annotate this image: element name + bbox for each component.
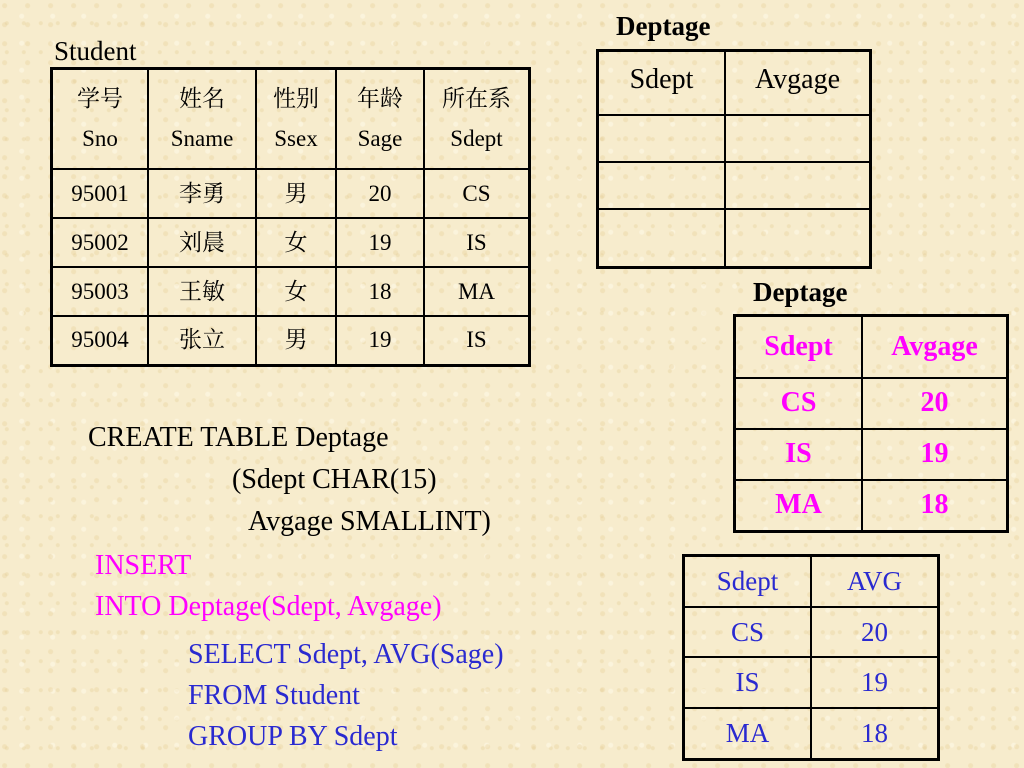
header-cell-sno (52, 69, 149, 170)
sql-from-line: FROM Student (188, 680, 360, 711)
table-cell: 女 (256, 218, 336, 267)
table-row (735, 429, 1008, 480)
deptage-filled-caption: Deptage (753, 277, 848, 307)
header-cell-avg: AVG (811, 556, 939, 607)
table-cell: MA (424, 267, 530, 316)
sql-select-line: SELECT Sdept, AVG(Sage) (188, 639, 504, 670)
header-cell-sage (336, 69, 424, 170)
sql-create-line1: CREATE TABLE Deptage (88, 422, 389, 453)
table-cell: 张立 (148, 316, 256, 366)
table-header-row (735, 316, 1008, 378)
deptage-empty-caption: Deptage (616, 11, 711, 41)
header-cn: 姓名 (179, 86, 225, 112)
table-cell: IS (424, 218, 530, 267)
header-cell-ssex (256, 69, 336, 170)
sql-group-line: GROUP BY Sdept (188, 721, 398, 752)
table-row (52, 218, 530, 267)
table-cell: 18 (862, 480, 1008, 532)
table-cell: CS (424, 169, 530, 218)
table-cell: 李勇 (148, 169, 256, 218)
header-cell-avgage: Avgage (862, 316, 1008, 378)
table-row (735, 480, 1008, 532)
table-header-row (52, 69, 530, 170)
table-row (598, 115, 871, 162)
table-cell: 19 (336, 218, 424, 267)
sql-create-line2: (Sdept CHAR(15) (232, 464, 437, 495)
table-cell (598, 162, 726, 209)
header-cn: 年龄 (357, 86, 403, 112)
table-cell: 18 (336, 267, 424, 316)
table-row (684, 708, 939, 759)
table-header-row (684, 556, 939, 607)
table-cell: 19 (811, 657, 939, 708)
table-row (52, 316, 530, 366)
table-row (684, 607, 939, 658)
table-row (598, 162, 871, 209)
table-row (684, 657, 939, 708)
header-cell-sdept (424, 69, 530, 170)
table-row (52, 267, 530, 316)
header-en: Sage (357, 126, 403, 152)
table-cell: CS (684, 607, 812, 658)
header-cn: 性别 (273, 86, 319, 112)
header-en: Ssex (274, 126, 318, 152)
header-en: Sname (170, 126, 234, 152)
header-cell-sname (148, 69, 256, 170)
table-header-row (598, 51, 871, 115)
deptage-filled-table (733, 314, 1009, 533)
table-cell (598, 115, 726, 162)
sql-insert-line1: INSERT (95, 550, 192, 581)
table-cell (725, 162, 871, 209)
table-cell: 95003 (52, 267, 149, 316)
header-cn: 学号 (77, 86, 123, 112)
table-cell: 男 (256, 316, 336, 366)
student-table-caption: Student (54, 36, 137, 66)
table-cell: MA (684, 708, 812, 759)
table-cell: 19 (336, 316, 424, 366)
header-en: Sdept (450, 126, 503, 152)
sql-create-line3: Avgage SMALLINT) (248, 506, 491, 537)
table-cell: 18 (811, 708, 939, 759)
table-cell: 95002 (52, 218, 149, 267)
table-cell: 95004 (52, 316, 149, 366)
header-cell-sdept: Sdept (598, 51, 726, 115)
header-cell-sdept: Sdept (684, 556, 812, 607)
table-cell (598, 209, 726, 268)
table-row (52, 169, 530, 218)
table-cell (725, 209, 871, 268)
deptage-empty-table (596, 49, 872, 269)
header-cn: 所在系 (442, 86, 511, 112)
header-en: Sno (82, 126, 118, 152)
table-cell: 20 (336, 169, 424, 218)
table-row (598, 209, 871, 268)
table-cell: 刘晨 (148, 218, 256, 267)
table-cell: 女 (256, 267, 336, 316)
table-cell: 19 (862, 429, 1008, 480)
table-cell: 95001 (52, 169, 149, 218)
student-table (50, 67, 531, 367)
table-cell: CS (735, 378, 863, 429)
header-cell-avgage: Avgage (725, 51, 871, 115)
sql-insert-line2: INTO Deptage(Sdept, Avgage) (95, 591, 442, 622)
table-cell: IS (684, 657, 812, 708)
table-cell: 20 (811, 607, 939, 658)
query-result-table (682, 554, 940, 761)
header-cell-sdept: Sdept (735, 316, 863, 378)
table-cell (725, 115, 871, 162)
table-row (735, 378, 1008, 429)
table-cell: IS (424, 316, 530, 366)
table-cell: IS (735, 429, 863, 480)
table-cell: 20 (862, 378, 1008, 429)
table-cell: 王敏 (148, 267, 256, 316)
table-cell: MA (735, 480, 863, 532)
table-cell: 男 (256, 169, 336, 218)
